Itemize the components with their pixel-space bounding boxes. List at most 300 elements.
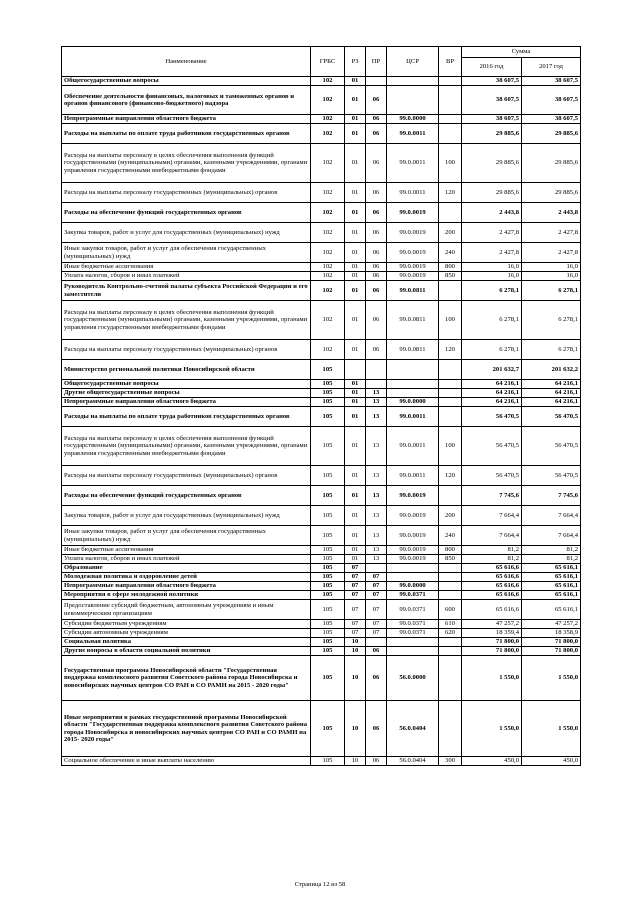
row-sum-2016: 7 664,4 — [462, 526, 522, 546]
table-row — [62, 506, 581, 526]
row-csr: 99.0.0019 — [387, 555, 439, 564]
row-csr — [387, 86, 439, 115]
row-vr: 120 — [439, 466, 462, 486]
row-grbs: 102 — [311, 243, 345, 263]
row-name: Молодежная политика и оздоровление детей — [62, 573, 311, 582]
row-pr: 06 — [366, 263, 387, 272]
table-row — [62, 555, 581, 564]
row-pr: 06 — [366, 656, 387, 701]
row-rz: 01 — [345, 301, 366, 340]
table-row — [62, 124, 581, 144]
row-vr — [439, 407, 462, 427]
row-csr: 99.0.0011 — [387, 144, 439, 183]
row-grbs: 105 — [311, 486, 345, 506]
row-vr — [439, 573, 462, 582]
row-name: Расходы на выплаты персоналу в целях обеспечения выполнения функций государственными (муниципальными) органами, казенными учреждениями, органами управления государственными внебюджетными фондами — [62, 427, 311, 466]
row-grbs: 105 — [311, 582, 345, 591]
row-grbs: 102 — [311, 115, 345, 124]
row-sum-2016: 71 800,0 — [462, 638, 522, 647]
table-row — [62, 301, 581, 340]
row-rz: 01 — [345, 407, 366, 427]
row-name: Предоставление субсидий бюджетным, автономным учреждениям и иным некоммерческим организациям — [62, 600, 311, 620]
row-name: Закупка товаров, работ и услуг для государственных (муниципальных) нужд — [62, 223, 311, 243]
row-grbs: 105 — [311, 398, 345, 407]
row-csr: 99.0.0811 — [387, 281, 439, 301]
row-sum-2016: 201 632,7 — [462, 360, 522, 380]
row-rz: 10 — [345, 647, 366, 656]
row-sum-2017: 6 278,1 — [522, 281, 581, 301]
row-rz: 07 — [345, 591, 366, 600]
table-row — [62, 757, 581, 766]
row-vr — [439, 389, 462, 398]
row-sum-2017: 81,2 — [522, 546, 581, 555]
row-pr: 06 — [366, 301, 387, 340]
row-grbs: 105 — [311, 564, 345, 573]
row-sum-2016: 2 427,8 — [462, 243, 522, 263]
row-sum-2017: 2 427,8 — [522, 243, 581, 263]
row-csr: 99.0.0019 — [387, 203, 439, 223]
row-csr: 99.0.0019 — [387, 506, 439, 526]
row-pr — [366, 380, 387, 389]
row-pr: 07 — [366, 629, 387, 638]
budget-table-sheet — [61, 46, 580, 766]
table-row — [62, 582, 581, 591]
row-sum-2017: 56 470,5 — [522, 407, 581, 427]
row-name: Расходы на выплаты персоналу государственных (муниципальных) органов — [62, 466, 311, 486]
row-grbs: 105 — [311, 573, 345, 582]
row-grbs: 102 — [311, 183, 345, 203]
row-name: Образование — [62, 564, 311, 573]
row-grbs: 105 — [311, 647, 345, 656]
row-sum-2016: 1 550,0 — [462, 656, 522, 701]
table-row — [62, 407, 581, 427]
header-year-2017: 2017 год — [522, 58, 581, 77]
row-name: Иные мероприятия в рамках государственной программы Новосибирской области "Государственная поддержка комплексного развития Советского района города Новосибирска и новосибирских научных центров СО РАН и СО РАМН на 2015- 2020 годы" — [62, 701, 311, 757]
row-vr: 240 — [439, 526, 462, 546]
table-row — [62, 223, 581, 243]
row-sum-2016: 56 470,5 — [462, 427, 522, 466]
table-row — [62, 77, 581, 86]
row-rz: 01 — [345, 526, 366, 546]
row-rz: 01 — [345, 77, 366, 86]
row-rz: 01 — [345, 380, 366, 389]
row-pr: 06 — [366, 144, 387, 183]
row-name: Иные закупки товаров, работ и услуг для обеспечения государственных (муниципальных) нужд — [62, 526, 311, 546]
row-pr: 07 — [366, 582, 387, 591]
row-grbs: 102 — [311, 272, 345, 281]
row-vr — [439, 647, 462, 656]
row-name: Расходы на выплаты персоналу в целях обеспечения выполнения функций государственными (муниципальными) органами, казенными учреждениями, органами управления государственными внебюджетными фондами — [62, 144, 311, 183]
row-pr: 06 — [366, 272, 387, 281]
row-pr: 06 — [366, 243, 387, 263]
row-pr: 06 — [366, 203, 387, 223]
row-grbs: 105 — [311, 591, 345, 600]
row-vr — [439, 203, 462, 223]
row-pr — [366, 564, 387, 573]
row-vr — [439, 86, 462, 115]
row-sum-2016: 64 216,1 — [462, 389, 522, 398]
row-sum-2016: 1 550,0 — [462, 701, 522, 757]
row-grbs: 102 — [311, 281, 345, 301]
row-name: Министерство региональной политики Новосибирской области — [62, 360, 311, 380]
row-vr: 200 — [439, 223, 462, 243]
row-sum-2017: 38 607,5 — [522, 86, 581, 115]
row-csr: 99.0.0371 — [387, 620, 439, 629]
row-name: Уплата налогов, сборов и иных платежей — [62, 272, 311, 281]
row-name: Расходы на обеспечение функций государственных органов — [62, 203, 311, 223]
row-pr — [366, 360, 387, 380]
row-name: Иные бюджетные ассигнования — [62, 546, 311, 555]
row-rz: 01 — [345, 506, 366, 526]
row-grbs: 105 — [311, 629, 345, 638]
row-sum-2017: 6 278,1 — [522, 301, 581, 340]
row-sum-2017: 71 800,0 — [522, 647, 581, 656]
row-pr: 06 — [366, 701, 387, 757]
row-rz: 07 — [345, 620, 366, 629]
table-row — [62, 573, 581, 582]
row-grbs: 102 — [311, 340, 345, 360]
row-sum-2016: 56 470,5 — [462, 466, 522, 486]
table-row — [62, 629, 581, 638]
row-sum-2017: 64 216,1 — [522, 380, 581, 389]
row-sum-2017: 47 257,2 — [522, 620, 581, 629]
row-rz: 07 — [345, 629, 366, 638]
row-vr — [439, 591, 462, 600]
header-vr: ВР — [439, 47, 462, 77]
row-vr — [439, 115, 462, 124]
row-csr: 99.0.0011 — [387, 183, 439, 203]
table-row — [62, 360, 581, 380]
row-sum-2016: 71 800,0 — [462, 647, 522, 656]
table-row — [62, 183, 581, 203]
row-csr: 99.0.0000 — [387, 582, 439, 591]
row-sum-2017: 6 278,1 — [522, 340, 581, 360]
row-name: Социальное обеспечение и иные выплаты населению — [62, 757, 311, 766]
row-vr: 100 — [439, 144, 462, 183]
row-rz: 10 — [345, 757, 366, 766]
row-pr: 13 — [366, 398, 387, 407]
table-row — [62, 427, 581, 466]
row-sum-2016: 6 278,1 — [462, 301, 522, 340]
row-vr: 600 — [439, 600, 462, 620]
row-vr: 300 — [439, 757, 462, 766]
row-sum-2017: 64 216,1 — [522, 398, 581, 407]
row-rz: 10 — [345, 638, 366, 647]
row-pr: 06 — [366, 223, 387, 243]
row-grbs: 105 — [311, 555, 345, 564]
row-sum-2017: 7 745,6 — [522, 486, 581, 506]
row-grbs: 102 — [311, 77, 345, 86]
table-row — [62, 144, 581, 183]
row-sum-2016: 65 616,6 — [462, 591, 522, 600]
row-vr: 100 — [439, 301, 462, 340]
row-pr: 06 — [366, 124, 387, 144]
row-csr: 99.0.0371 — [387, 591, 439, 600]
row-vr: 200 — [439, 506, 462, 526]
row-name: Непрограммные направления областного бюджета — [62, 582, 311, 591]
row-name: Социальная политика — [62, 638, 311, 647]
row-vr: 240 — [439, 243, 462, 263]
table-row — [62, 546, 581, 555]
table-row — [62, 701, 581, 757]
row-grbs: 102 — [311, 223, 345, 243]
row-rz: 01 — [345, 203, 366, 223]
row-sum-2016: 29 885,6 — [462, 124, 522, 144]
row-pr — [366, 77, 387, 86]
row-vr: 850 — [439, 272, 462, 281]
table-row — [62, 486, 581, 506]
row-rz: 10 — [345, 701, 366, 757]
row-sum-2017: 450,0 — [522, 757, 581, 766]
row-vr: 850 — [439, 555, 462, 564]
row-rz: 01 — [345, 183, 366, 203]
row-vr: 100 — [439, 427, 462, 466]
row-name: Руководитель Контрольно-счетной палаты субъекта Российской Федерации и его заместители — [62, 281, 311, 301]
row-rz: 01 — [345, 486, 366, 506]
table-row — [62, 398, 581, 407]
row-sum-2017: 1 550,0 — [522, 701, 581, 757]
row-sum-2017: 64 216,1 — [522, 389, 581, 398]
row-sum-2016: 29 885,6 — [462, 144, 522, 183]
row-rz: 01 — [345, 263, 366, 272]
row-sum-2016: 16,0 — [462, 263, 522, 272]
header-name: Наименование — [62, 47, 311, 77]
header-pr: ПР — [366, 47, 387, 77]
row-sum-2016: 47 257,2 — [462, 620, 522, 629]
row-sum-2016: 65 616,6 — [462, 582, 522, 591]
row-sum-2017: 65 616,1 — [522, 573, 581, 582]
row-sum-2016: 18 359,4 — [462, 629, 522, 638]
row-csr — [387, 77, 439, 86]
row-name: Обеспечение деятельности финансовых, налоговых и таможенных органов и органов финансового (финансово-бюджетного) надзора — [62, 86, 311, 115]
budget-table — [61, 46, 581, 766]
row-rz: 01 — [345, 555, 366, 564]
row-sum-2016: 29 885,6 — [462, 183, 522, 203]
row-vr — [439, 638, 462, 647]
row-rz: 01 — [345, 427, 366, 466]
row-vr — [439, 124, 462, 144]
header-grbs: ГРБС — [311, 47, 345, 77]
row-grbs: 105 — [311, 389, 345, 398]
row-vr — [439, 380, 462, 389]
row-pr: 06 — [366, 757, 387, 766]
row-rz: 10 — [345, 656, 366, 701]
row-rz: 01 — [345, 340, 366, 360]
row-grbs: 105 — [311, 600, 345, 620]
budget-table-body — [62, 77, 581, 766]
row-rz: 07 — [345, 564, 366, 573]
row-name: Другие общегосударственные вопросы — [62, 389, 311, 398]
table-row — [62, 115, 581, 124]
row-rz: 01 — [345, 86, 366, 115]
row-pr: 06 — [366, 115, 387, 124]
row-rz: 07 — [345, 573, 366, 582]
row-sum-2017: 29 885,6 — [522, 124, 581, 144]
row-sum-2017: 29 885,6 — [522, 144, 581, 183]
row-name: Непрограммные направления областного бюджета — [62, 115, 311, 124]
row-csr — [387, 647, 439, 656]
row-sum-2016: 81,2 — [462, 546, 522, 555]
row-csr: 56.0.0000 — [387, 656, 439, 701]
row-name: Иные закупки товаров, работ и услуг для обеспечения государственных (муниципальных) нужд — [62, 243, 311, 263]
row-sum-2017: 65 616,1 — [522, 582, 581, 591]
table-row — [62, 591, 581, 600]
row-pr: 13 — [366, 466, 387, 486]
row-vr: 120 — [439, 340, 462, 360]
row-grbs: 105 — [311, 360, 345, 380]
row-name: Расходы на выплаты персоналу в целях обеспечения выполнения функций государственными (муниципальными) органами, казенными учреждениями, органами управления государственными внебюджетными фондами — [62, 301, 311, 340]
row-vr — [439, 701, 462, 757]
row-sum-2017: 71 800,0 — [522, 638, 581, 647]
row-csr: 99.0.0019 — [387, 263, 439, 272]
row-sum-2016: 6 278,1 — [462, 281, 522, 301]
row-name: Расходы на обеспечение функций государственных органов — [62, 486, 311, 506]
row-vr — [439, 360, 462, 380]
row-csr: 99.0.0371 — [387, 629, 439, 638]
row-sum-2017: 201 632,2 — [522, 360, 581, 380]
row-rz: 01 — [345, 281, 366, 301]
row-vr — [439, 281, 462, 301]
row-name: Уплата налогов, сборов и иных платежей — [62, 555, 311, 564]
row-csr: 99.0.0019 — [387, 223, 439, 243]
row-rz: 01 — [345, 466, 366, 486]
row-sum-2016: 6 278,1 — [462, 340, 522, 360]
row-pr: 13 — [366, 486, 387, 506]
row-csr: 99.0.0011 — [387, 407, 439, 427]
row-grbs: 102 — [311, 86, 345, 115]
row-grbs: 105 — [311, 701, 345, 757]
row-sum-2017: 65 616,1 — [522, 600, 581, 620]
row-pr: 06 — [366, 281, 387, 301]
row-name: Расходы на выплаты по оплате труда работников государственных органов — [62, 407, 311, 427]
row-sum-2017: 65 616,1 — [522, 591, 581, 600]
row-grbs: 102 — [311, 301, 345, 340]
table-row — [62, 86, 581, 115]
row-name: Иные бюджетные ассигнования — [62, 263, 311, 272]
row-sum-2017: 81,2 — [522, 555, 581, 564]
row-name: Непрограммные направления областного бюджета — [62, 398, 311, 407]
row-csr: 99.0.0019 — [387, 546, 439, 555]
row-rz: 01 — [345, 124, 366, 144]
row-rz: 01 — [345, 389, 366, 398]
row-csr — [387, 360, 439, 380]
row-rz: 01 — [345, 398, 366, 407]
row-sum-2017: 1 550,0 — [522, 656, 581, 701]
row-rz: 01 — [345, 223, 366, 243]
header-year-2016: 2016 год — [462, 58, 522, 77]
row-sum-2016: 65 616,6 — [462, 573, 522, 582]
row-sum-2016: 64 216,1 — [462, 398, 522, 407]
row-vr: 610 — [439, 620, 462, 629]
row-sum-2017: 65 616,1 — [522, 564, 581, 573]
row-rz: 01 — [345, 243, 366, 263]
row-csr: 99.0.0811 — [387, 340, 439, 360]
row-grbs: 105 — [311, 620, 345, 629]
row-rz: 01 — [345, 115, 366, 124]
row-pr: 06 — [366, 647, 387, 656]
row-vr: 620 — [439, 629, 462, 638]
row-sum-2016: 38 607,5 — [462, 115, 522, 124]
row-csr: 99.0.0811 — [387, 301, 439, 340]
row-pr: 07 — [366, 573, 387, 582]
row-grbs: 102 — [311, 124, 345, 144]
row-pr: 13 — [366, 506, 387, 526]
row-pr: 07 — [366, 620, 387, 629]
row-sum-2017: 7 664,4 — [522, 506, 581, 526]
row-csr: 99.0.0019 — [387, 526, 439, 546]
row-sum-2016: 2 443,8 — [462, 203, 522, 223]
row-sum-2016: 450,0 — [462, 757, 522, 766]
row-csr: 99.0.0371 — [387, 600, 439, 620]
row-name: Расходы на выплаты персоналу государственных (муниципальных) органов — [62, 340, 311, 360]
row-vr — [439, 77, 462, 86]
row-pr: 13 — [366, 555, 387, 564]
row-csr: 99.0.0019 — [387, 243, 439, 263]
row-grbs: 105 — [311, 380, 345, 389]
row-grbs: 105 — [311, 546, 345, 555]
row-name: Субсидии автономным учреждениям — [62, 629, 311, 638]
row-rz — [345, 360, 366, 380]
row-name: Общегосударственные вопросы — [62, 380, 311, 389]
row-name: Мероприятия в сфере молодежной политики — [62, 591, 311, 600]
table-row — [62, 380, 581, 389]
row-pr: 13 — [366, 407, 387, 427]
table-row — [62, 272, 581, 281]
row-csr: 99.0.0019 — [387, 272, 439, 281]
row-sum-2016: 65 616,6 — [462, 564, 522, 573]
table-row — [62, 389, 581, 398]
row-grbs: 105 — [311, 526, 345, 546]
row-sum-2016: 64 216,1 — [462, 380, 522, 389]
row-sum-2016: 56 470,5 — [462, 407, 522, 427]
row-pr: 07 — [366, 591, 387, 600]
row-sum-2017: 56 470,5 — [522, 466, 581, 486]
page-number: Страница 12 из 58 — [294, 881, 346, 888]
row-grbs: 105 — [311, 638, 345, 647]
row-rz: 07 — [345, 600, 366, 620]
row-csr: 56.0.0404 — [387, 757, 439, 766]
row-name: Субсидии бюджетным учреждениям — [62, 620, 311, 629]
row-sum-2017: 38 607,5 — [522, 115, 581, 124]
row-grbs: 105 — [311, 407, 345, 427]
row-sum-2017: 29 885,6 — [522, 183, 581, 203]
table-row — [62, 263, 581, 272]
row-pr: 06 — [366, 340, 387, 360]
row-vr — [439, 582, 462, 591]
row-csr — [387, 573, 439, 582]
row-sum-2016: 38 607,5 — [462, 86, 522, 115]
row-vr: 120 — [439, 183, 462, 203]
row-grbs: 102 — [311, 144, 345, 183]
row-csr: 99.0.0000 — [387, 398, 439, 407]
row-rz: 01 — [345, 144, 366, 183]
row-sum-2016: 7 664,4 — [462, 506, 522, 526]
row-csr — [387, 564, 439, 573]
row-csr: 99.0.0011 — [387, 466, 439, 486]
row-sum-2017: 56 470,5 — [522, 427, 581, 466]
row-grbs: 102 — [311, 203, 345, 223]
row-grbs: 105 — [311, 466, 345, 486]
row-pr: 13 — [366, 427, 387, 466]
row-name: Расходы на выплаты по оплате труда работников государственных органов — [62, 124, 311, 144]
row-name: Другие вопросы в области социальной политики — [62, 647, 311, 656]
row-grbs: 102 — [311, 263, 345, 272]
table-row — [62, 526, 581, 546]
row-pr: 13 — [366, 526, 387, 546]
row-vr — [439, 398, 462, 407]
table-row — [62, 647, 581, 656]
row-pr: 13 — [366, 389, 387, 398]
